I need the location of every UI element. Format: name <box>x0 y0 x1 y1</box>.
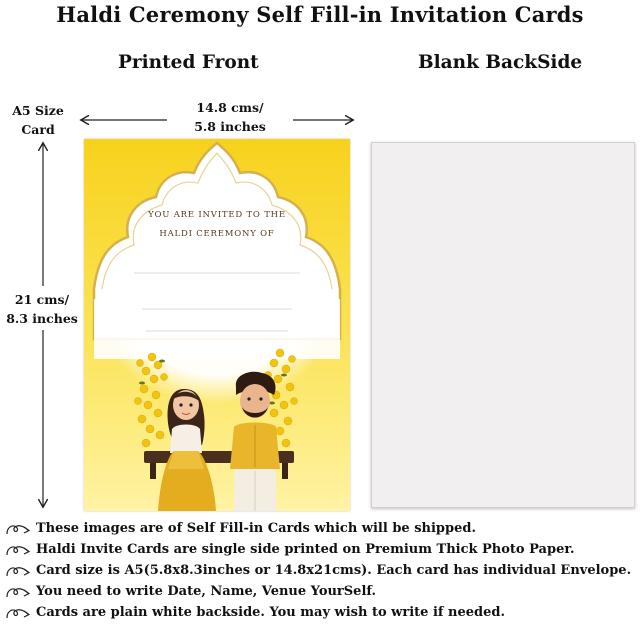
card-invite-line1: YOU ARE INVITED TO THE <box>148 210 286 220</box>
front-heading: Printed Front <box>118 52 259 73</box>
curl-arrow-icon <box>4 520 34 538</box>
card-illustration <box>84 139 350 511</box>
height-label-line1: 21 cms/ <box>14 292 70 307</box>
page-title: Haldi Ceremony Self Fill-in Invitation Cards <box>56 2 584 27</box>
notes-list <box>4 518 636 623</box>
back-heading: Blank BackSide <box>418 52 583 73</box>
note-text: Haldi Invite Cards are single side printed on Premium Thick Photo Paper. <box>36 542 575 557</box>
note-item <box>4 518 636 539</box>
printed-front-card <box>84 139 350 511</box>
height-label <box>6 290 78 328</box>
curl-arrow-icon <box>4 562 34 580</box>
size-label-line2: Card <box>21 122 55 137</box>
blank-back-card <box>371 142 635 508</box>
height-label-line2: 8.3 inches <box>6 311 78 326</box>
note-item <box>4 581 636 602</box>
note-item <box>4 539 636 560</box>
note-text: These images are of Self Fill-in Cards which will be shipped. <box>36 521 476 536</box>
curl-arrow-icon <box>4 604 34 622</box>
card-invite-line2: HALDI CEREMONY OF <box>159 229 275 239</box>
note-text: Cards are plain white backside. You may wish to write if needed. <box>36 605 505 620</box>
curl-arrow-icon <box>4 583 34 601</box>
width-label <box>170 98 290 136</box>
note-item <box>4 602 636 623</box>
note-item <box>4 560 636 581</box>
curl-arrow-icon <box>4 541 34 559</box>
note-text: Card size is A5(5.8x8.3inches or 14.8x21cms). Each card has individual Envelope. <box>36 563 632 578</box>
width-label-line1: 14.8 cms/ <box>196 100 264 115</box>
size-label <box>6 101 70 139</box>
note-text: You need to write Date, Name, Venue YourSelf. <box>36 584 377 599</box>
width-label-line2: 5.8 inches <box>194 119 266 134</box>
size-label-line1: A5 Size <box>12 103 64 118</box>
